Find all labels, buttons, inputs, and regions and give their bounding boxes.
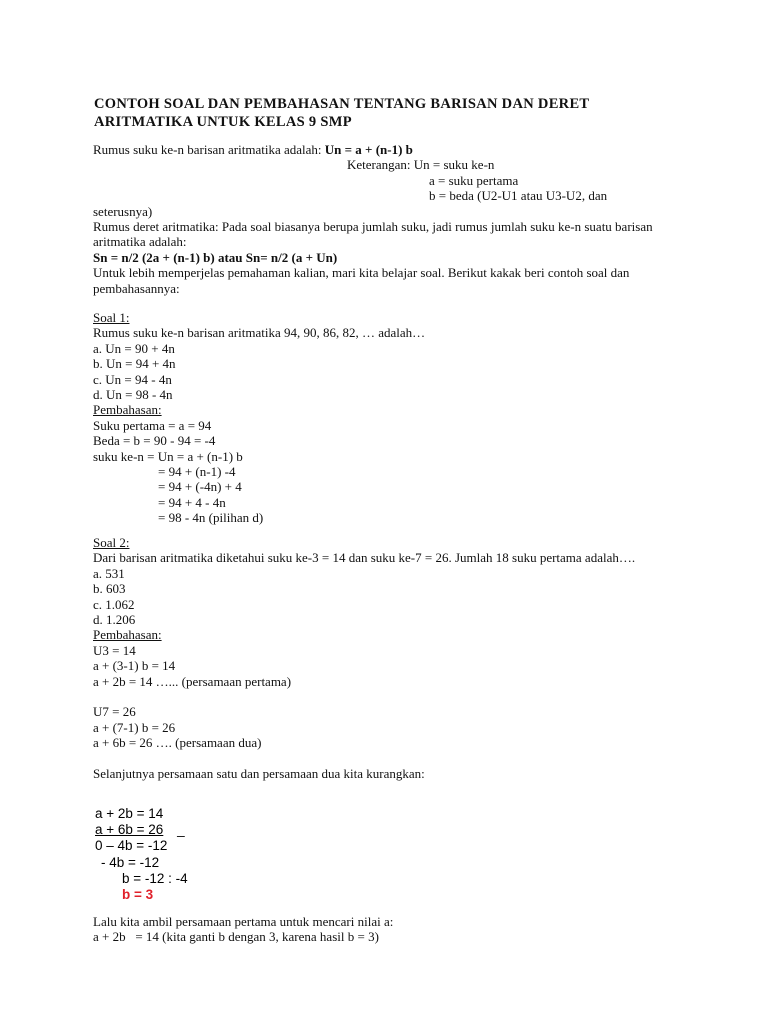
blank-line bbox=[93, 689, 693, 704]
soal-2-u7-line: U7 = 26 bbox=[93, 704, 136, 720]
soal-1-option-a: a. Un = 90 + 4n bbox=[93, 340, 175, 356]
soal-1-section bbox=[93, 310, 693, 526]
soal-1-step: = 94 + (-4n) + 4 bbox=[158, 479, 242, 495]
calc-line-5: b = -12 : -4 bbox=[122, 870, 188, 886]
soal-2-option-c: c. 1.062 bbox=[93, 596, 135, 612]
soal-2-u3-line: U3 = 14 bbox=[93, 642, 136, 658]
blank-line bbox=[93, 751, 693, 766]
soal-1-option-b: b. Un = 94 + 4n bbox=[93, 356, 176, 372]
soal-2-continuation bbox=[93, 914, 693, 945]
soal-2-section bbox=[93, 535, 693, 781]
rumus-formula: Un = a + (n-1) b bbox=[324, 142, 413, 157]
keterangan-line-2: a = suku pertama bbox=[429, 172, 519, 188]
calc-line-1: a + 2b = 14 bbox=[95, 806, 164, 821]
keterangan-line-4: seterusnya) bbox=[93, 203, 153, 219]
soal-2-option-d: d. 1.206 bbox=[93, 612, 136, 628]
keterangan-line-3: b = beda (U2-U1 atau U3-U2, dan bbox=[429, 188, 608, 204]
title-line-1: CONTOH SOAL DAN PEMBAHASAN TENTANG BARISAN DAN DERET bbox=[94, 96, 590, 112]
minus-sign: _ bbox=[177, 822, 185, 838]
calc-line-3: 0 – 4b = -12 bbox=[95, 838, 168, 854]
soal-1-option-c: c. Un = 94 - 4n bbox=[93, 371, 172, 387]
intro-section bbox=[93, 142, 693, 296]
soal-1-option-d: d. Un = 98 - 4n bbox=[93, 387, 173, 403]
subtraction-calculation bbox=[95, 806, 295, 903]
rumus-line bbox=[93, 142, 693, 157]
soal-1-question: Rumus suku ke-n barisan aritmatika 94, 90, 86, 82, … adalah… bbox=[93, 325, 426, 341]
soal-2-u7-line: a + (7-1) b = 26 bbox=[93, 719, 176, 735]
soal-2-u7-line: a + 6b = 26 …. (persamaan dua) bbox=[93, 735, 262, 751]
calc-result: b = 3 bbox=[122, 887, 154, 903]
deret-paragraph: Rumus deret aritmatika: Pada soal biasanya berupa jumlah suku, jadi rumus jumlah suku ke-n suatu barisan aritmatika adalah: bbox=[93, 219, 653, 250]
soal-2-u3-line: a + 2b = 14 …... (persamaan pertama) bbox=[93, 673, 292, 689]
soal-1-step: = 94 + 4 - 4n bbox=[158, 494, 226, 510]
soal-1-step: suku ke-n = Un = a + (n-1) b bbox=[93, 448, 243, 464]
soal-1-step: Beda = b = 90 - 94 = -4 bbox=[93, 433, 216, 449]
soal-2-pembahasan-heading: Pembahasan: bbox=[93, 627, 162, 643]
soal-2-question: Dari barisan aritmatika diketahui suku ke-3 = 14 dan suku ke-7 = 26. Jumlah 18 suku pertama adalah…. bbox=[93, 550, 636, 566]
calc-line-4: - 4b = -12 bbox=[101, 854, 160, 870]
soal-2-option-a: a. 531 bbox=[93, 565, 125, 581]
soal-1-step: = 94 + (n-1) -4 bbox=[158, 464, 236, 480]
rumus-prefix: Rumus suku ke-n barisan aritmatika adalah: bbox=[93, 142, 325, 157]
soal-2-last-line: a + 2b = 14 (kita ganti b dengan 3, karena hasil b = 3) bbox=[93, 929, 379, 945]
soal-2-option-b: b. 603 bbox=[93, 581, 126, 597]
soal-1-step: = 98 - 4n (pilihan d) bbox=[158, 510, 264, 526]
soal-2-selanjutnya: Selanjutnya persamaan satu dan persamaan dua kita kurangkan: bbox=[93, 766, 425, 782]
penjelas-paragraph: Untuk lebih memperjelas pemahaman kalian, mari kita belajar soal. Berikut kakak beri contoh soal dan pembahasannya: bbox=[93, 265, 630, 296]
soal-1-pembahasan-heading: Pembahasan: bbox=[93, 402, 162, 418]
title-line-2: ARITMATIKA UNTUK KELAS 9 SMP bbox=[94, 114, 352, 130]
soal-2-lalu: Lalu kita ambil persamaan pertama untuk mencari nilai a: bbox=[93, 914, 394, 929]
soal-1-step: Suku pertama = a = 94 bbox=[93, 417, 212, 433]
soal-2-heading: Soal 2: bbox=[93, 535, 130, 550]
calc-line-2-text: a + 6b = 26 bbox=[95, 822, 164, 838]
soal-1-heading: Soal 1: bbox=[93, 310, 130, 325]
document-title bbox=[94, 95, 694, 131]
keterangan-line-1: Keterangan: Un = suku ke-n bbox=[347, 157, 495, 173]
soal-2-u3-line: a + (3-1) b = 14 bbox=[93, 658, 176, 674]
deret-formula: Sn = n/2 (2a + (n-1) b) atau Sn= n/2 (a + Un) bbox=[93, 249, 338, 265]
calc-line-2 bbox=[95, 822, 295, 838]
